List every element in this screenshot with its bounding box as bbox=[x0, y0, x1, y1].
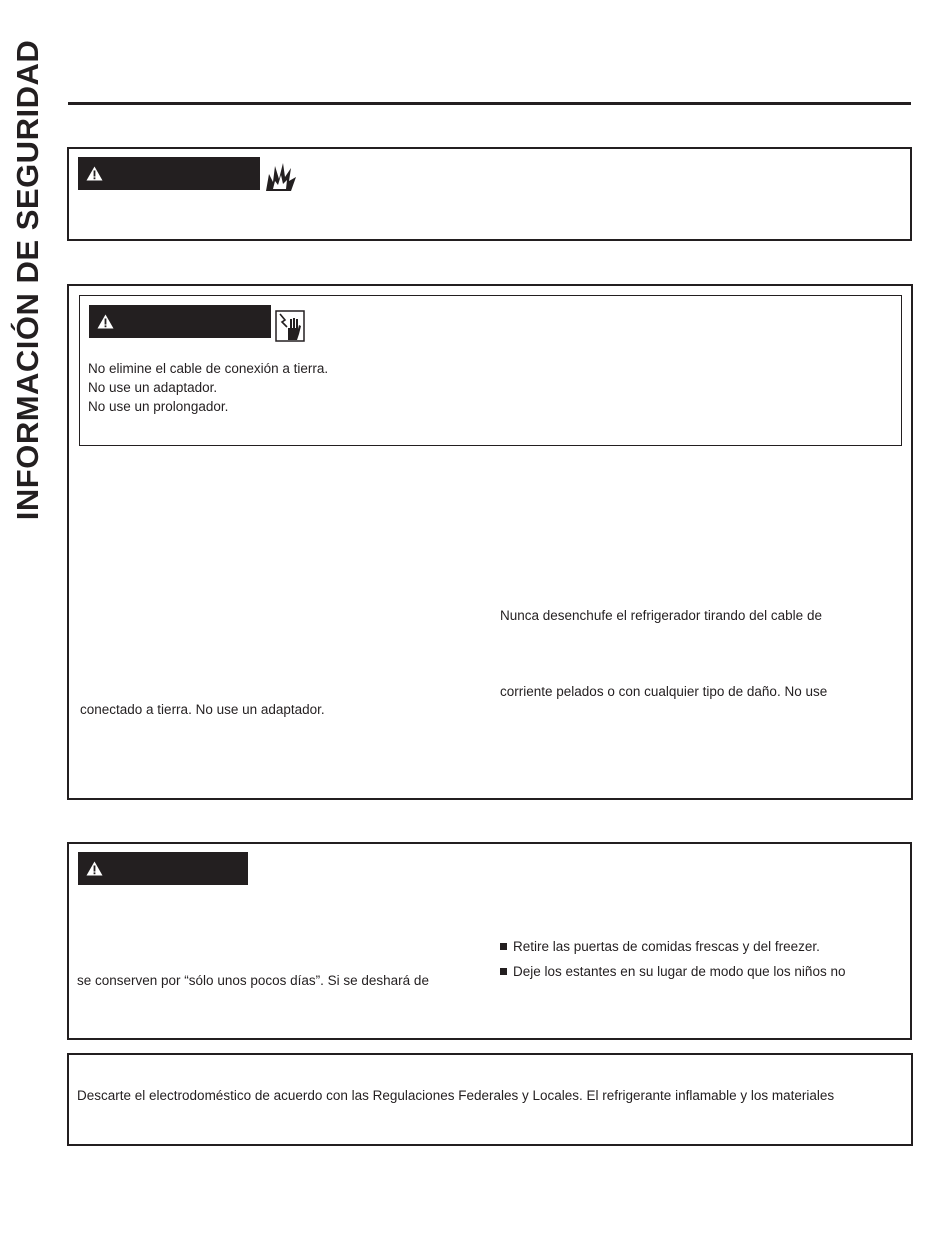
bullet-text: Deje los estantes en su lugar de modo que los niños no bbox=[513, 964, 846, 979]
disposal-warning-box bbox=[67, 842, 912, 1040]
bullet-text: Retire las puertas de comidas frescas y del freezer. bbox=[513, 939, 820, 954]
grounding-line-3: No use un prolongador. bbox=[88, 399, 229, 414]
warning-triangle-icon bbox=[86, 861, 103, 876]
warning-triangle-icon bbox=[86, 166, 103, 181]
regulations-line: Descarte el electrodoméstico de acuerdo con las Regulaciones Federales y Locales. El refrigerante inflamable y los materiales bbox=[77, 1088, 835, 1103]
left-column-line: se conserven por “sólo unos pocos días”. Si se deshará de bbox=[77, 973, 429, 988]
bullet-square-icon bbox=[500, 943, 507, 950]
grounding-line-2: No use un adaptador. bbox=[88, 380, 218, 395]
warning-badge bbox=[78, 157, 260, 190]
side-section-title bbox=[10, 30, 46, 530]
side-title-text: INFORMACIÓN DE SEGURIDAD bbox=[10, 39, 46, 521]
regulations-box bbox=[67, 1053, 913, 1146]
grounding-line-1: No elimine el cable de conexión a tierra. bbox=[88, 361, 329, 376]
explosion-warning-box bbox=[67, 147, 912, 241]
right-column-line-2: corriente pelados o con cualquier tipo de daño. No use bbox=[500, 684, 828, 699]
warning-badge bbox=[78, 852, 248, 885]
explosion-hazard-icon bbox=[264, 162, 298, 192]
electrical-warning-box bbox=[67, 284, 913, 800]
bullet-item bbox=[500, 962, 845, 981]
left-column-line: conectado a tierra. No use un adaptador. bbox=[80, 702, 325, 717]
header-rule bbox=[68, 102, 911, 105]
bullet-item bbox=[500, 937, 820, 956]
electrical-shock-hand-icon bbox=[275, 310, 305, 342]
warning-triangle-icon bbox=[97, 314, 114, 329]
warning-badge bbox=[89, 305, 271, 338]
grounding-instructions-box bbox=[79, 295, 902, 446]
right-column-line-1: Nunca desenchufe el refrigerador tirando del cable de bbox=[500, 608, 822, 623]
bullet-square-icon bbox=[500, 968, 507, 975]
